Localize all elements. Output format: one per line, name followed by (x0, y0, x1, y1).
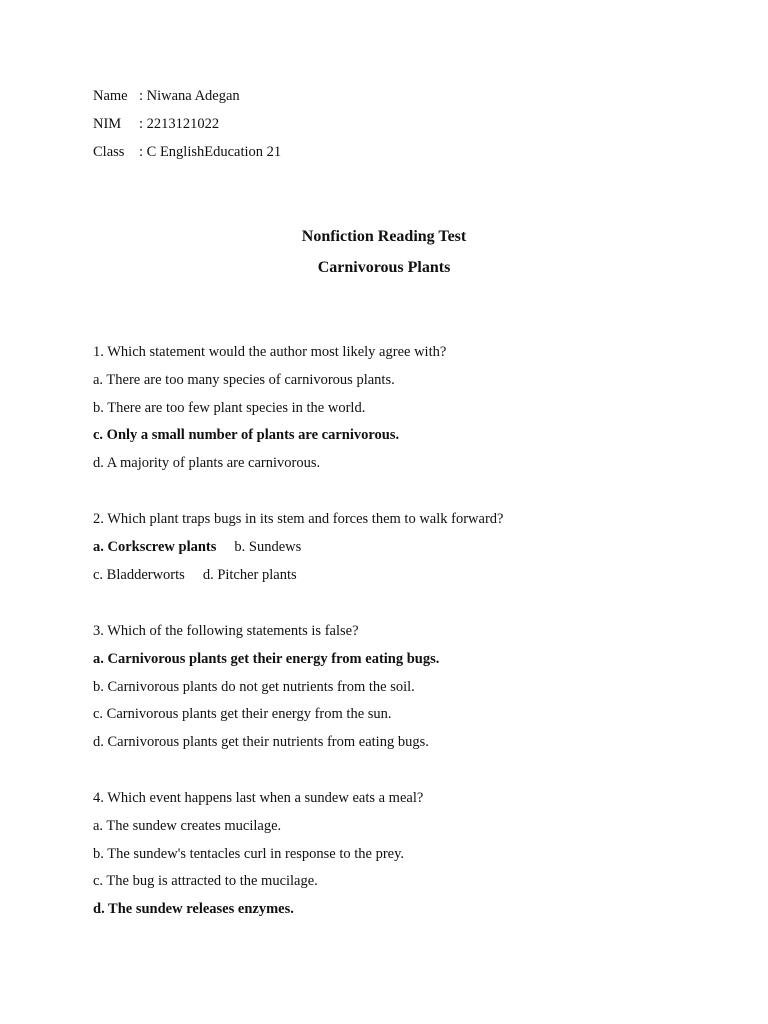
question-text: 3. Which of the following statements is false? (93, 623, 359, 639)
nim-row (93, 115, 281, 143)
class-row (93, 143, 281, 171)
class-value: : C EnglishEducation 21 (139, 144, 282, 160)
option-c: c. The bug is attracted to the mucilage. (93, 873, 318, 890)
option-a: a. There are too many species of carnivorous plants. (93, 371, 395, 388)
question-1 (93, 343, 733, 482)
question-text: 1. Which statement would the author most likely agree with? (93, 344, 447, 360)
question-text: 2. Which plant traps bugs in its stem and forces them to walk forward? (93, 511, 504, 527)
document-title: Nonfiction Reading Test (301, 228, 467, 245)
option-d: d. Pitcher plants (202, 566, 297, 583)
question-2 (93, 510, 733, 593)
name-row (93, 87, 281, 115)
option-a-answer: a. Carnivorous plants get their energy from eating bugs. (93, 650, 440, 667)
class-label: Class (93, 144, 125, 160)
option-d-answer: d. The sundew releases enzymes. (93, 901, 294, 918)
option-c: c. Carnivorous plants get their energy from the sun. (93, 706, 392, 723)
student-info (93, 87, 281, 171)
option-a: a. The sundew creates mucilage. (93, 817, 282, 834)
option-b: b. Carnivorous plants do not get nutrients from the soil. (93, 678, 415, 695)
option-a-answer: a. Corkscrew plants (93, 538, 217, 555)
options-row-2 (93, 566, 733, 594)
name-label: Name (93, 88, 128, 104)
options-row-1 (93, 538, 733, 566)
option-d: d. A majority of plants are carnivorous. (93, 455, 321, 472)
nim-value: : 2213121022 (139, 116, 220, 132)
option-c: c. Bladderworts (93, 566, 185, 583)
question-4 (93, 789, 733, 928)
nim-label: NIM (93, 116, 122, 132)
document-subtitle: Carnivorous Plants (317, 259, 451, 276)
option-b: b. The sundew's tentacles curl in response to the prey. (93, 845, 405, 862)
option-b: b. Sundews (234, 538, 302, 555)
option-d: d. Carnivorous plants get their nutrients from eating bugs. (93, 734, 429, 751)
question-text: 4. Which event happens last when a sundew eats a meal? (93, 790, 424, 806)
option-b: b. There are too few plant species in the world. (93, 399, 366, 416)
option-c-answer: c. Only a small number of plants are carnivorous. (93, 427, 400, 444)
name-value: : Niwana Adegan (139, 88, 240, 104)
question-3 (93, 622, 733, 761)
